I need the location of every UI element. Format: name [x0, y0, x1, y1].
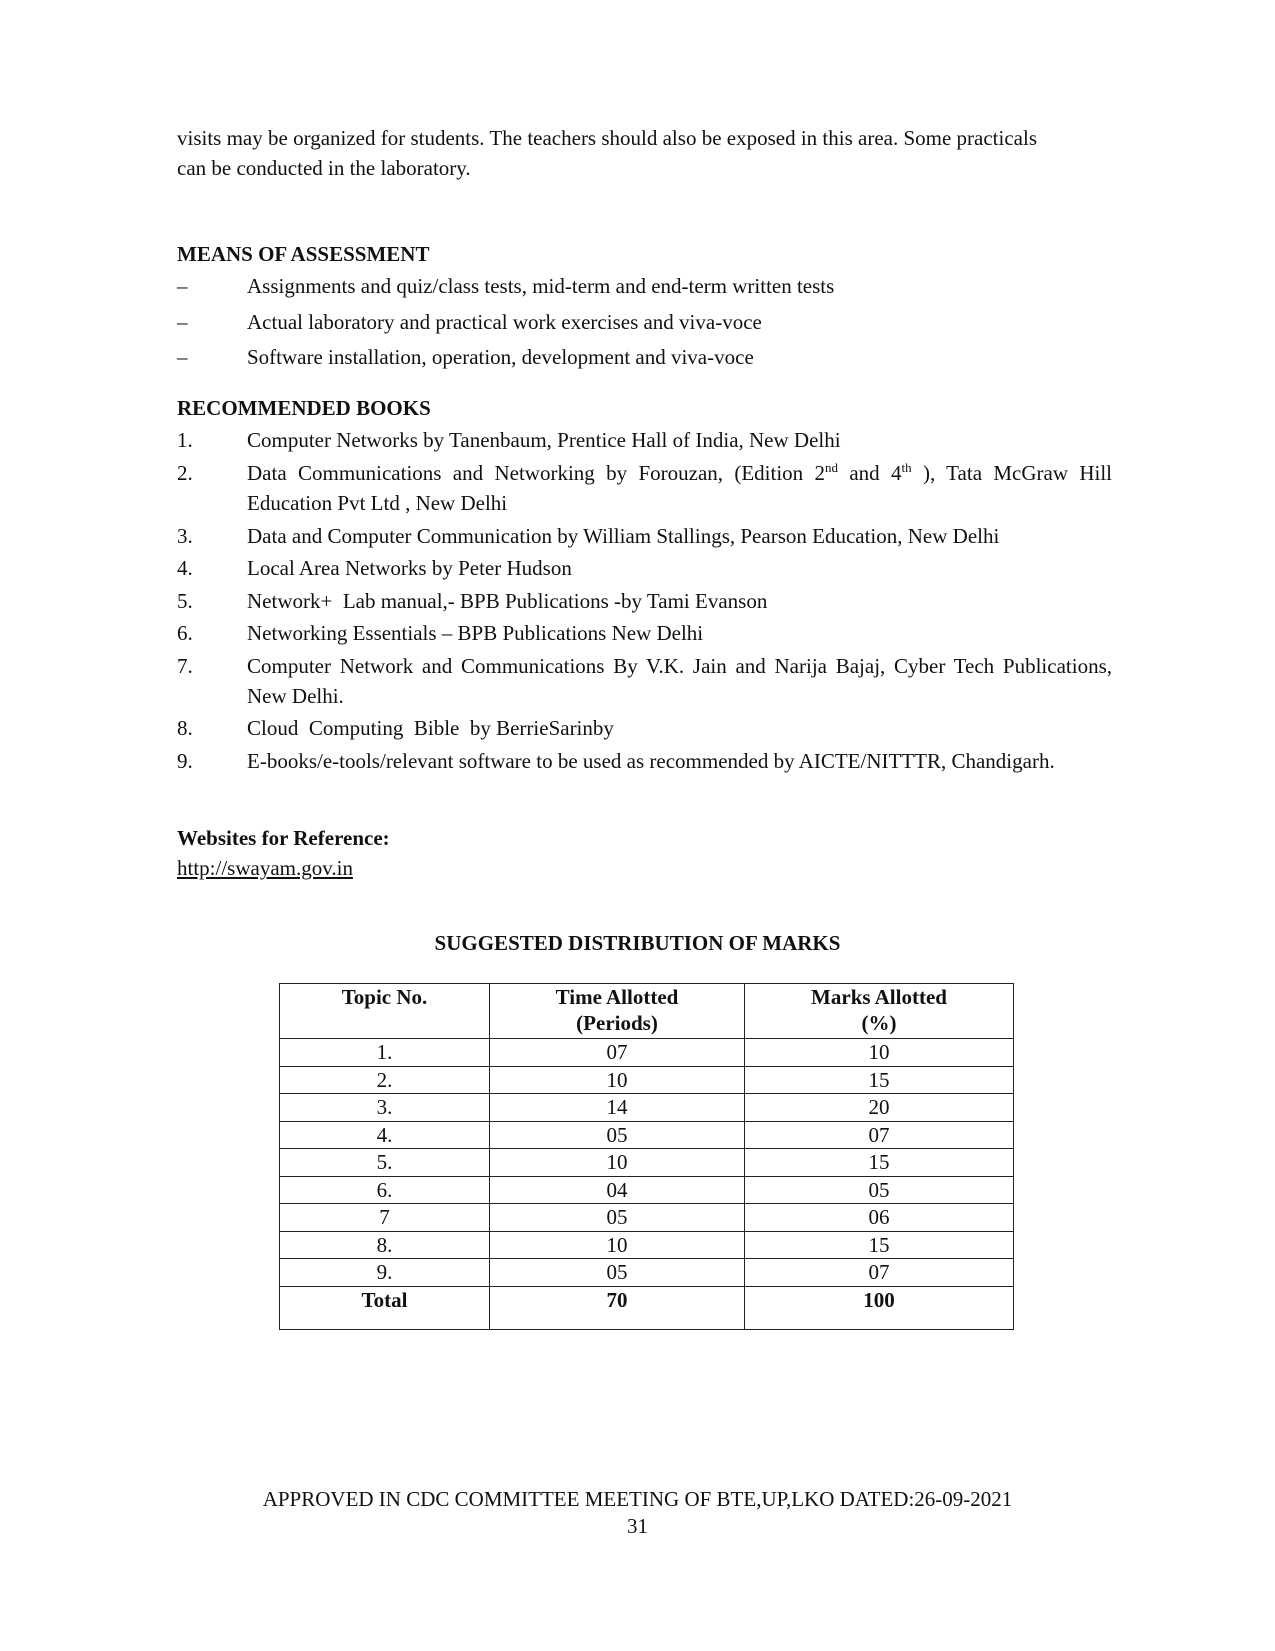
book-text-part: ), Tata McGraw Hill Education Pvt Ltd , New Delhi	[247, 460, 1112, 516]
time-cell: 10	[490, 1231, 745, 1259]
table-row	[280, 1204, 1014, 1232]
marks-distribution-table	[279, 983, 1014, 1330]
book-text: Data and Computer Communication by William Stallings, Pearson Education, New Delhi	[247, 523, 1000, 548]
table-row	[280, 1039, 1014, 1067]
table-row	[280, 1121, 1014, 1149]
marks-cell: 05	[745, 1176, 1014, 1204]
time-cell: 10	[490, 1066, 745, 1094]
book-text: Computer Network and Communications By V.K. Jain and Narija Bajaj, Cyber Tech Publications, New Delhi.	[247, 653, 1112, 708]
page-number: 31	[627, 1514, 648, 1539]
approval-note: APPROVED IN CDC COMMITTEE MEETING OF BTE,UP,LKO DATED:26-09-2021	[262, 1487, 1013, 1511]
superscript: nd	[825, 459, 839, 475]
intro-line-1: visits may be organized for students. The teachers should also be exposed in this area. Some practicals	[177, 126, 1037, 150]
intro-line-2: can be conducted in the laboratory.	[177, 156, 471, 181]
item-number: 5.	[177, 588, 193, 613]
table-row	[280, 1149, 1014, 1177]
books-section	[177, 393, 1112, 778]
table-row	[280, 1176, 1014, 1204]
assessment-list	[177, 271, 1112, 372]
marks-cell: 10	[745, 1039, 1014, 1067]
total-label-cell: Total	[280, 1286, 490, 1329]
websites-heading: Websites for Reference:	[177, 826, 390, 850]
dash-marker: –	[177, 274, 188, 299]
item-number: 3.	[177, 523, 193, 548]
list-item	[177, 586, 1112, 616]
header-line: (Periods)	[576, 1011, 658, 1036]
table-row	[280, 1259, 1014, 1287]
time-cell: 10	[490, 1149, 745, 1177]
book-text-part: Data Communications and Networking by Forouzan, (Edition 2	[247, 460, 826, 485]
marks-cell: 15	[745, 1149, 1014, 1177]
book-text: Cloud Computing Bible by BerrieSarinby	[247, 716, 614, 741]
header-time-allotted	[490, 984, 745, 1039]
list-item	[177, 458, 1112, 519]
marks-cell: 15	[745, 1231, 1014, 1259]
marks-cell: 06	[745, 1204, 1014, 1232]
assessment-section	[177, 239, 1112, 378]
book-text: Network+ Lab manual,- BPB Publications -by Tami Evanson	[247, 588, 768, 613]
topic-cell: 8.	[280, 1231, 490, 1259]
swayam-link[interactable]: http://swayam.gov.in	[177, 856, 353, 881]
intro-paragraph	[177, 123, 1112, 184]
list-item	[177, 271, 1112, 301]
list-item	[177, 553, 1112, 583]
superscript: th	[901, 459, 912, 475]
page-footer	[0, 1486, 1275, 1541]
time-cell: 05	[490, 1259, 745, 1287]
list-item-text: Assignments and quiz/class tests, mid-term and end-term written tests	[247, 274, 835, 299]
item-number: 9.	[177, 748, 193, 773]
header-marks-allotted	[745, 984, 1014, 1039]
list-item	[177, 651, 1112, 712]
table-row	[280, 1094, 1014, 1122]
marks-cell: 20	[745, 1094, 1014, 1122]
marks-table-title: SUGGESTED DISTRIBUTION OF MARKS	[434, 931, 841, 955]
topic-cell: 3.	[280, 1094, 490, 1122]
list-item	[177, 713, 1112, 743]
dash-marker: –	[177, 345, 188, 370]
header-line: Time Allotted	[555, 985, 679, 1009]
list-item	[177, 342, 1112, 372]
header-line: Marks Allotted	[811, 985, 947, 1009]
assessment-heading: MEANS OF ASSESSMENT	[177, 242, 430, 266]
list-item	[177, 618, 1112, 648]
time-cell: 05	[490, 1204, 745, 1232]
total-row	[280, 1286, 1014, 1329]
item-number: 6.	[177, 621, 193, 646]
dash-marker: –	[177, 309, 188, 334]
list-item	[177, 307, 1112, 337]
table-row	[280, 1231, 1014, 1259]
book-text: E-books/e-tools/relevant software to be used as recommended by AICTE/NITTTR, Chandigarh.	[247, 748, 1055, 773]
item-number: 7.	[177, 653, 193, 678]
item-number: 2.	[177, 460, 193, 485]
item-number: 8.	[177, 716, 193, 741]
topic-cell: 2.	[280, 1066, 490, 1094]
marks-cell: 07	[745, 1259, 1014, 1287]
list-item	[177, 521, 1112, 551]
list-item	[177, 425, 1112, 455]
books-list	[177, 425, 1112, 776]
topic-cell: 5.	[280, 1149, 490, 1177]
topic-cell: 7	[280, 1204, 490, 1232]
header-line: (%)	[861, 1011, 897, 1036]
book-text	[247, 458, 1112, 519]
list-item	[177, 746, 1112, 776]
marks-cell: 15	[745, 1066, 1014, 1094]
list-item-text: Software installation, operation, development and viva-voce	[247, 345, 754, 370]
time-cell: 07	[490, 1039, 745, 1067]
table-row	[280, 1066, 1014, 1094]
book-text: Local Area Networks by Peter Hudson	[247, 556, 572, 581]
time-cell: 14	[490, 1094, 745, 1122]
marks-cell: 07	[745, 1121, 1014, 1149]
topic-cell: 9.	[280, 1259, 490, 1287]
topic-cell: 4.	[280, 1121, 490, 1149]
item-number: 4.	[177, 556, 193, 581]
total-time-cell: 70	[490, 1286, 745, 1329]
time-cell: 04	[490, 1176, 745, 1204]
book-text: Networking Essentials – BPB Publications New Delhi	[247, 621, 704, 646]
topic-cell: 6.	[280, 1176, 490, 1204]
book-text-part: and 4	[838, 460, 902, 485]
list-item-text: Actual laboratory and practical work exercises and viva-voce	[247, 309, 762, 334]
websites-section	[177, 823, 1112, 884]
book-text: Computer Networks by Tanenbaum, Prentice Hall of India, New Delhi	[247, 428, 841, 453]
header-topic-no	[280, 984, 490, 1039]
total-marks-cell: 100	[745, 1286, 1014, 1329]
table-header-row	[280, 984, 1014, 1039]
header-line: Topic No.	[341, 985, 428, 1009]
books-heading: RECOMMENDED BOOKS	[177, 396, 431, 420]
item-number: 1.	[177, 428, 193, 453]
topic-cell: 1.	[280, 1039, 490, 1067]
time-cell: 05	[490, 1121, 745, 1149]
